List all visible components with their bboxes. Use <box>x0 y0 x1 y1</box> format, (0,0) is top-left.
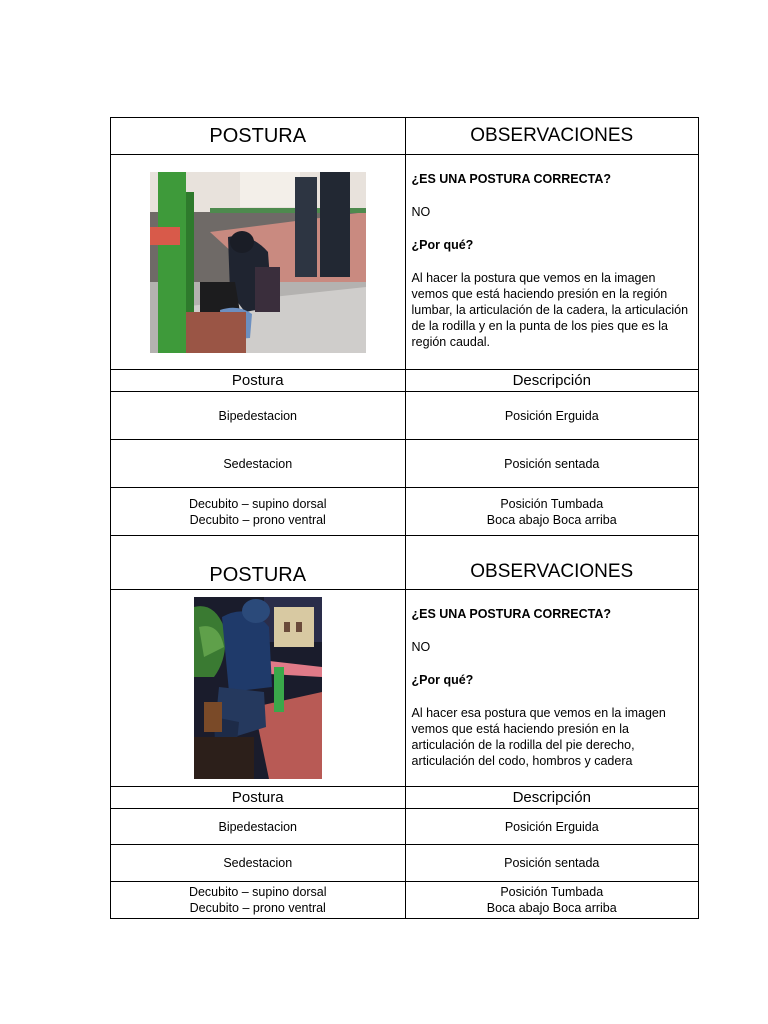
postura-cell <box>111 488 406 536</box>
descripcion-cell <box>405 488 699 536</box>
postura-line: Decubito – prono ventral <box>189 512 326 527</box>
descripcion-line: Boca abajo Boca arriba <box>486 901 617 915</box>
postura-cell: Sedestacion <box>111 440 406 488</box>
table-row <box>111 488 699 536</box>
observation-cell <box>405 155 699 370</box>
correct-posture-question: ¿ES UNA POSTURA CORRECTA? <box>411 607 612 621</box>
postura-header: POSTURA <box>111 536 406 590</box>
postura-cell <box>111 882 406 919</box>
photo-cell <box>111 155 406 370</box>
section-2-content-row <box>111 590 699 787</box>
section-2-header-row <box>111 536 699 590</box>
postura-column-header: Postura <box>111 787 406 809</box>
descripcion-column-header: Descripción <box>405 787 699 809</box>
postura-cell: Sedestacion <box>111 845 406 882</box>
descripcion-cell: Posición sentada <box>405 440 699 488</box>
table-row <box>111 882 699 919</box>
table-row <box>111 440 699 488</box>
descripcion-cell <box>405 882 699 919</box>
descripcion-cell: Posición Erguida <box>405 809 699 845</box>
photo-cell <box>111 590 406 787</box>
table-row <box>111 392 699 440</box>
observaciones-header: OBSERVACIONES <box>405 536 699 590</box>
postura-cell: Bipedestacion <box>111 809 406 845</box>
postura-table-header-row <box>111 370 699 392</box>
posture-photo-crouching <box>150 172 366 353</box>
why-label: ¿Por qué? <box>411 238 474 252</box>
table-row <box>111 845 699 882</box>
observaciones-header: OBSERVACIONES <box>405 118 699 155</box>
table-row <box>111 809 699 845</box>
posture-answer: NO <box>411 205 431 219</box>
descripcion-cell: Posición Erguida <box>405 392 699 440</box>
postura-column-header: Postura <box>111 370 406 392</box>
postura-header: POSTURA <box>111 118 406 155</box>
posture-photo-kneeling <box>194 597 322 779</box>
descripcion-column-header: Descripción <box>405 370 699 392</box>
descripcion-line: Posición Tumbada <box>500 885 604 899</box>
postura-line: Decubito – supino dorsal <box>188 885 327 899</box>
posture-explanation: Al hacer la postura que vemos en la imagen vemos que está haciendo presión en la región lumbar, la articulación de la cadera, la articulación de la rodilla y en la punta de los pies que es la región caudal. <box>411 271 689 349</box>
postura-line: Decubito – prono ventral <box>189 901 326 915</box>
posture-answer: NO <box>411 640 431 654</box>
descripcion-cell: Posición sentada <box>405 845 699 882</box>
posture-table <box>110 117 699 919</box>
postura-cell: Bipedestacion <box>111 392 406 440</box>
descripcion-line: Posición Tumbada <box>500 496 604 511</box>
section-1-header-row <box>111 118 699 155</box>
correct-posture-question: ¿ES UNA POSTURA CORRECTA? <box>411 172 612 186</box>
section-1-content-row <box>111 155 699 370</box>
postura-line: Decubito – supino dorsal <box>188 496 327 511</box>
observation-cell <box>405 590 699 787</box>
descripcion-line: Boca abajo Boca arriba <box>486 512 617 527</box>
posture-explanation: Al hacer esa postura que vemos en la imagen vemos que está haciendo presión en la articulación de la rodilla del pie derecho, articulación del codo, hombros y cadera <box>411 706 666 768</box>
why-label: ¿Por qué? <box>411 673 474 687</box>
postura-table-header-row <box>111 787 699 809</box>
